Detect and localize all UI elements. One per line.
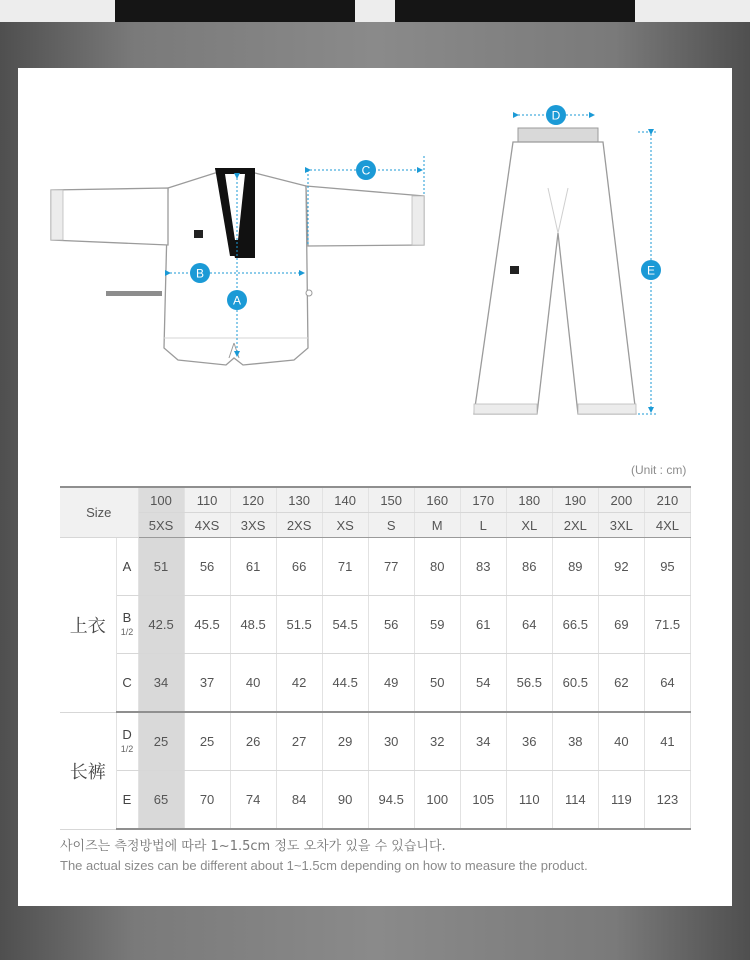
value-cell: 61	[230, 538, 276, 596]
size-code-cell: M	[414, 513, 460, 538]
measure-letter-cell	[116, 654, 138, 713]
photo-fragment-right	[395, 0, 635, 22]
value-cell: 34	[460, 712, 506, 771]
measure-letter: A	[122, 559, 132, 574]
value-cell: 89	[552, 538, 598, 596]
value-cell: 77	[368, 538, 414, 596]
brand-logo-icon	[194, 230, 203, 238]
measure-label-d	[546, 105, 566, 125]
value-cell: 40	[598, 712, 644, 771]
garment-diagram	[18, 68, 732, 448]
value-cell: 56	[368, 596, 414, 654]
size-header: Size	[60, 487, 138, 538]
size-number-cell: 150	[368, 487, 414, 513]
value-cell: 36	[506, 712, 552, 771]
header-row-sizes	[60, 487, 691, 513]
value-cell: 42	[276, 654, 322, 713]
size-number-cell: 200	[598, 487, 644, 513]
value-cell: 54	[460, 654, 506, 713]
value-cell: 32	[414, 712, 460, 771]
photo-fragment-left	[115, 0, 355, 22]
size-number-cell: 100	[138, 487, 184, 513]
value-cell: 34	[138, 654, 184, 713]
size-code-cell: 2XL	[552, 513, 598, 538]
value-cell: 59	[414, 596, 460, 654]
size-code-cell: XS	[322, 513, 368, 538]
size-table	[60, 486, 691, 830]
value-cell: 100	[414, 771, 460, 830]
value-cell: 105	[460, 771, 506, 830]
size-chart-card	[18, 68, 732, 906]
group-label: 上衣	[60, 538, 116, 713]
size-code-cell: L	[460, 513, 506, 538]
note-english: The actual sizes can be different about 1~1.5cm depending on how to measure the product.	[60, 858, 588, 873]
size-number-cell: 140	[322, 487, 368, 513]
size-number-cell: 190	[552, 487, 598, 513]
measure-letter-cell	[116, 771, 138, 830]
size-code-cell: S	[368, 513, 414, 538]
value-cell: 54.5	[322, 596, 368, 654]
value-cell: 45.5	[184, 596, 230, 654]
value-cell: 50	[414, 654, 460, 713]
value-cell: 70	[184, 771, 230, 830]
value-cell: 27	[276, 712, 322, 771]
value-cell: 60.5	[552, 654, 598, 713]
size-code-cell: 4XS	[184, 513, 230, 538]
value-cell: 29	[322, 712, 368, 771]
table-row	[60, 596, 691, 654]
measure-label-e	[641, 260, 661, 280]
size-number-cell: 160	[414, 487, 460, 513]
value-cell: 74	[230, 771, 276, 830]
pants-illustration	[474, 115, 658, 414]
size-number-cell: 120	[230, 487, 276, 513]
size-number-cell: 180	[506, 487, 552, 513]
value-cell: 94.5	[368, 771, 414, 830]
svg-text:A: A	[232, 293, 242, 308]
size-code-cell: XL	[506, 513, 552, 538]
value-cell: 42.5	[138, 596, 184, 654]
header-row-codes	[60, 513, 691, 538]
size-number-cell: 130	[276, 487, 322, 513]
value-cell: 48.5	[230, 596, 276, 654]
measure-label-b	[190, 263, 210, 283]
size-code-cell: 2XS	[276, 513, 322, 538]
size-number-cell: 210	[644, 487, 690, 513]
table-row	[60, 712, 691, 771]
value-cell: 123	[644, 771, 690, 830]
value-cell: 61	[460, 596, 506, 654]
value-cell: 49	[368, 654, 414, 713]
value-cell: 37	[184, 654, 230, 713]
group-label: 长裤	[60, 712, 116, 829]
svg-text:E: E	[646, 263, 656, 278]
value-cell: 25	[184, 712, 230, 771]
pants-logo-icon	[510, 266, 519, 274]
value-cell: 66	[276, 538, 322, 596]
jacket-illustration	[51, 156, 424, 365]
svg-text:C: C	[361, 163, 371, 178]
value-cell: 95	[644, 538, 690, 596]
value-cell: 83	[460, 538, 506, 596]
top-photo-strip	[0, 0, 750, 22]
value-cell: 44.5	[322, 654, 368, 713]
svg-text:D: D	[551, 108, 561, 123]
value-cell: 65	[138, 771, 184, 830]
value-cell: 62	[598, 654, 644, 713]
measure-label-c	[356, 160, 376, 180]
value-cell: 114	[552, 771, 598, 830]
measure-letter-cell	[116, 712, 138, 771]
table-row	[60, 538, 691, 596]
size-number-cell: 170	[460, 487, 506, 513]
measure-label-a	[227, 290, 247, 310]
size-code-cell: 3XL	[598, 513, 644, 538]
measure-letter: E	[122, 792, 132, 807]
value-cell: 64	[506, 596, 552, 654]
value-cell: 110	[506, 771, 552, 830]
measure-letter-cell	[116, 538, 138, 596]
table-row	[60, 771, 691, 830]
svg-text:B: B	[195, 266, 205, 281]
size-code-cell: 5XS	[138, 513, 184, 538]
value-cell: 66.5	[552, 596, 598, 654]
value-cell: 25	[138, 712, 184, 771]
value-cell: 56	[184, 538, 230, 596]
value-cell: 90	[322, 771, 368, 830]
value-cell: 51.5	[276, 596, 322, 654]
value-cell: 30	[368, 712, 414, 771]
value-cell: 64	[644, 654, 690, 713]
value-cell: 86	[506, 538, 552, 596]
value-cell: 71.5	[644, 596, 690, 654]
value-cell: 40	[230, 654, 276, 713]
measure-letter-cell	[116, 596, 138, 654]
note-korean: 사이즈는 측정방법에 따라 1~1.5cm 정도 오차가 있을 수 있습니다.	[60, 839, 446, 854]
measure-letter: C	[122, 675, 132, 690]
table-row	[60, 654, 691, 713]
belt-icon	[106, 291, 162, 296]
value-cell: 38	[552, 712, 598, 771]
size-number-cell: 110	[184, 487, 230, 513]
measure-fraction: 1/2	[120, 743, 134, 754]
size-code-cell: 3XS	[230, 513, 276, 538]
value-cell: 56.5	[506, 654, 552, 713]
value-cell: 51	[138, 538, 184, 596]
value-cell: 84	[276, 771, 322, 830]
value-cell: 69	[598, 596, 644, 654]
value-cell: 71	[322, 538, 368, 596]
measure-letter: D	[122, 726, 132, 742]
size-code-cell: 4XL	[644, 513, 690, 538]
measure-letter: B	[122, 609, 132, 625]
value-cell: 80	[414, 538, 460, 596]
value-cell: 119	[598, 771, 644, 830]
unit-label: (Unit : cm)	[631, 463, 687, 477]
value-cell: 26	[230, 712, 276, 771]
value-cell: 92	[598, 538, 644, 596]
measure-fraction: 1/2	[120, 626, 134, 637]
value-cell: 41	[644, 712, 690, 771]
